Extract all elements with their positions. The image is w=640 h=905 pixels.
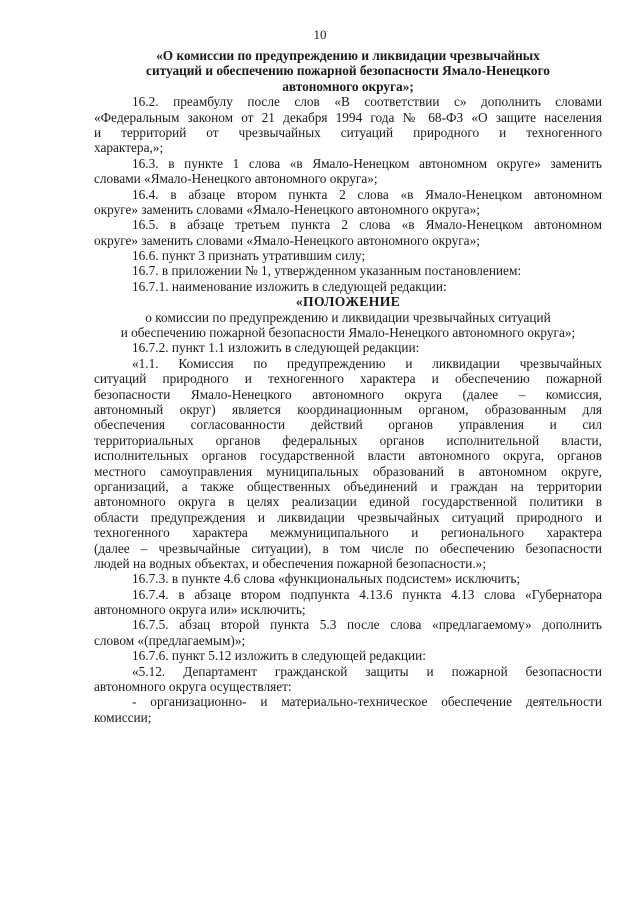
- paragraph-line: округе» заменить словами «Ямало-Ненецкого автономного округа»;: [94, 201, 480, 217]
- paragraph-line: и территорий от чрезвычайных ситуаций природного и техногенного: [94, 124, 602, 140]
- paragraph-line: 16.6. пункт 3 признать утратившим силу;: [132, 248, 366, 264]
- paragraph-line: комиссии;: [94, 709, 152, 725]
- paragraph-line: ситуаций природного и техногенного характера и обеспечению пожарной: [94, 371, 602, 387]
- paragraph-line: 16.7.1. наименование изложить в следующей редакции:: [132, 278, 447, 294]
- section-subtitle-line: о комиссии по предупреждению и ликвидации чрезвычайных ситуаций: [145, 309, 551, 325]
- paragraph-line: людей на водных объектах, и обеспечения пожарной безопасности.»;: [94, 555, 487, 571]
- paragraph-line: автономный округ) является координационным органом, образованным для: [94, 401, 602, 417]
- paragraph-line: автономного округа осуществляет:: [94, 679, 292, 695]
- title-line: ситуаций и обеспечению пожарной безопасности Ямало-Ненецкого: [146, 63, 550, 79]
- document-body: [94, 48, 602, 725]
- paragraph-line: исполнительных органов государственной власти автономного округа, органов: [94, 448, 602, 464]
- section-heading: «ПОЛОЖЕНИЕ: [295, 294, 401, 310]
- title-line: «О комиссии по предупреждению и ликвидации чрезвычайных: [156, 48, 540, 63]
- section-subtitle-line: и обеспечению пожарной безопасности Ямало-Ненецкого автономного округа»;: [120, 325, 576, 341]
- paragraph-line: 16.7.6. пункт 5.12 изложить в следующей редакции:: [132, 648, 426, 664]
- paragraph-line: (далее – чрезвычайные ситуации), в том числе по обеспечению безопасности: [94, 540, 602, 556]
- paragraph-line: техногенного характера межмуниципального и регионального характера: [94, 525, 602, 541]
- paragraph-line: 16.7.3. в пункте 4.6 слова «функциональных подсистем» исключить;: [132, 571, 521, 587]
- page-number: 10: [313, 27, 327, 42]
- paragraph-line: территориальных органов федеральных органов исполнительной власти,: [94, 432, 602, 448]
- paragraph-line: местного самоуправления муниципальных образований в автономном округе,: [94, 463, 602, 479]
- paragraph-line: - организационно- и материально-техническое обеспечение деятельности: [132, 694, 602, 710]
- paragraph-line: автономного округа в целях реализации единой государственной политики в: [94, 494, 602, 510]
- paragraph-line: 16.5. в абзаце третьем пункта 2 слова «в Ямало-Ненецком автономном: [132, 217, 602, 233]
- paragraph-line: 16.7. в приложении № 1, утвержденном указанным постановлением:: [132, 263, 522, 279]
- paragraph-line: области предупреждения и ликвидации чрезвычайных ситуаций природного и: [94, 509, 602, 525]
- title-line: автономного округа»;: [282, 78, 414, 94]
- paragraph-line: словом «(предлагаемым)»;: [94, 632, 246, 648]
- paragraph-line: организаций, а также общественных объединений и граждан на территории: [94, 478, 602, 494]
- paragraph-line: 16.7.2. пункт 1.1 изложить в следующей редакции:: [132, 340, 420, 356]
- paragraph-line: округе» заменить словами «Ямало-Ненецкого автономного округа»;: [94, 232, 480, 248]
- paragraph-line: 16.7.4. в абзаце втором подпункта 4.13.6 пункта 4.13 слова «Губернатора: [132, 586, 602, 602]
- paragraph-line: 16.7.5. абзац второй пункта 5.3 после слова «предлагаемому» дополнить: [132, 617, 602, 633]
- paragraph-line: словами «Ямало-Ненецкого автономного округа»;: [94, 171, 378, 187]
- paragraph-line: «5.12. Департамент гражданской защиты и пожарной безопасности: [132, 663, 602, 679]
- paragraph-line: автономного округа или» исключить;: [94, 602, 306, 618]
- paragraph-line: 16.4. в абзаце втором пункта 2 слова «в Ямало-Ненецком автономном: [132, 186, 602, 202]
- paragraph-line: безопасности Ямало-Ненецкого автономного округа (далее – комиссия,: [94, 386, 602, 402]
- paragraph-line: характера,»;: [94, 140, 164, 156]
- paragraph-line: обеспечения согласованности действий органов управления и сил: [94, 417, 602, 433]
- paragraph-line: «Федеральным законом от 21 декабря 1994 года № 68-ФЗ «О защите населения: [94, 109, 602, 125]
- paragraph-line: 16.2. преамбулу после слов «В соответствии с» дополнить словами: [132, 94, 602, 110]
- paragraph-line: 16.3. в пункте 1 слова «в Ямало-Ненецком автономном округе» заменить: [132, 155, 602, 171]
- paragraph-line: «1.1. Комиссия по предупреждению и ликвидации чрезвычайных: [132, 355, 602, 371]
